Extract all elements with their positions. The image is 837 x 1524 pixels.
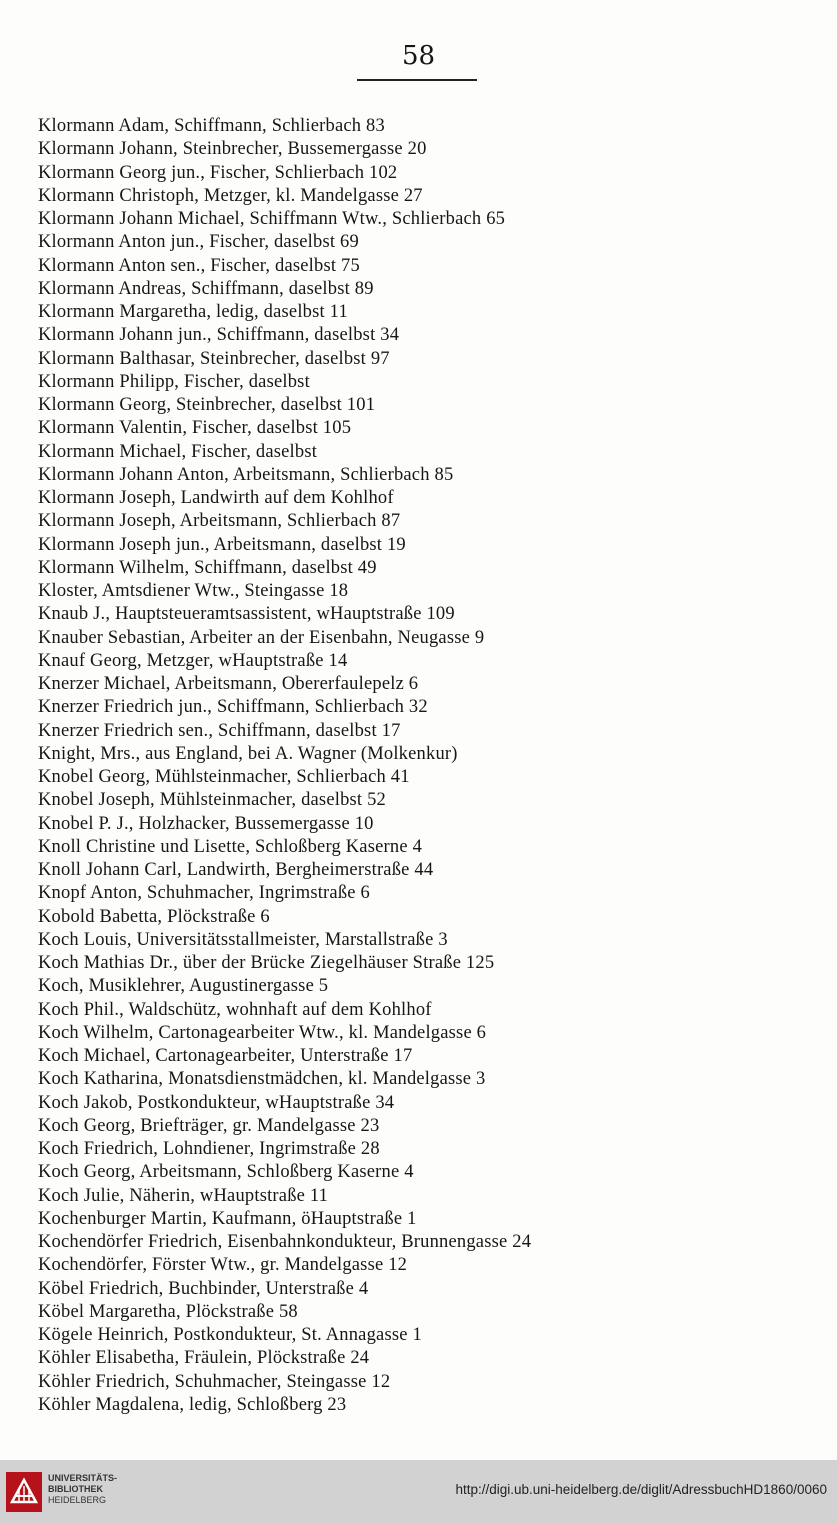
address-entry: Knerzer Michael, Arbeitsmann, Obererfaulepelz 6	[38, 674, 419, 694]
address-entry: Klormann Johann, Steinbrecher, Bussemergasse 20	[38, 139, 427, 160]
address-entry: Koch Mathias Dr., über der Brücke Ziegelhäuser Straße 125	[38, 953, 495, 973]
address-entry: Knauber Sebastian, Arbeiter an der Eisenbahn, Neugasse 9	[38, 627, 485, 648]
address-entry: Knaub J., Hauptsteueramtsassistent, wHauptstraße 109	[38, 604, 455, 625]
permalink-url[interactable]: http://digi.ub.uni-heidelberg.de/diglit/AdressbuchHD1860/0060	[455, 1482, 827, 1497]
address-entry: Knerzer Friedrich jun., Schiffmann, Schlierbach 32	[38, 697, 428, 718]
library-name-line2: BIBLIOTHEK	[48, 1484, 103, 1494]
address-entry-list	[38, 115, 818, 1417]
address-entry: Klormann Valentin, Fischer, daselbst 105	[38, 418, 352, 439]
address-entry: Knobel Joseph, Mühlsteinmacher, daselbst 52	[38, 790, 386, 811]
address-entry: Klormann Andreas, Schiffmann, daselbst 89	[38, 278, 374, 299]
address-entry: Köhler Friedrich, Schuhmacher, Steingasse 12	[38, 1371, 391, 1392]
address-entry: Klormann Georg jun., Fischer, Schlierbach 102	[38, 162, 398, 183]
address-entry: Koch Wilhelm, Cartonagearbeiter Wtw., kl. Mandelgasse 6	[38, 1022, 487, 1043]
page-number-rule	[357, 79, 477, 81]
address-entry: Knobel P. J., Holzhacker, Bussemergasse 10	[38, 813, 374, 834]
address-entry: Kochendörfer Friedrich, Eisenbahnkondukteur, Brunnengasse 24	[38, 1232, 532, 1252]
address-entry: Koch Julie, Näherin, wHauptstraße 11	[38, 1185, 329, 1206]
address-entry: Köhler Elisabetha, Fräulein, Plöckstraße 24	[38, 1348, 370, 1369]
address-entry: Klormann Joseph jun., Arbeitsmann, daselbst 19	[38, 534, 406, 555]
address-entry: Kochendörfer, Förster Wtw., gr. Mandelgasse 12	[38, 1255, 408, 1276]
address-entry: Klormann Joseph, Arbeitsmann, Schlierbach 87	[38, 511, 401, 532]
footer-bar	[0, 1460, 837, 1524]
address-entry: Koch Friedrich, Lohndiener, Ingrimstraße 28	[38, 1139, 380, 1159]
address-entry: Kochenburger Martin, Kaufmann, öHauptstraße 1	[38, 1208, 417, 1229]
address-entry: Klormann Anton sen., Fischer, daselbst 75	[38, 255, 360, 276]
library-name-line3: HEIDELBERG	[48, 1495, 107, 1505]
address-entry: Klormann Michael, Fischer, daselbst	[38, 441, 318, 462]
address-entry: Koch Katharina, Monatsdienstmädchen, kl. Mandelgasse 3	[38, 1069, 486, 1090]
address-entry: Klormann Johann Anton, Arbeitsmann, Schlierbach 85	[38, 464, 454, 485]
address-entry: Köbel Margaretha, Plöckstraße 58	[38, 1301, 298, 1322]
address-entry: Koch Georg, Arbeitsmann, Schloßberg Kaserne 4	[38, 1162, 414, 1183]
address-entry: Koch Phil., Waldschütz, wohnhaft auf dem Kohlhof	[38, 999, 432, 1020]
address-entry: Knoll Johann Carl, Landwirth, Bergheimerstraße 44	[38, 860, 434, 880]
address-entry: Knauf Georg, Metzger, wHauptstraße 14	[38, 650, 348, 671]
address-entry: Klormann Philipp, Fischer, daselbst	[38, 371, 310, 392]
address-entry: Klormann Joseph, Landwirth auf dem Kohlhof	[38, 488, 394, 508]
address-entry: Klormann Anton jun., Fischer, daselbst 69	[38, 232, 359, 253]
address-entry: Klormann Georg, Steinbrecher, daselbst 101	[38, 395, 376, 415]
address-entry: Knobel Georg, Mühlsteinmacher, Schlierbach 41	[38, 767, 410, 787]
address-entry: Koch Jakob, Postkondukteur, wHauptstraße 34	[38, 1092, 395, 1113]
address-entry: Knopf Anton, Schuhmacher, Ingrimstraße 6	[38, 883, 370, 904]
university-library-logo-icon[interactable]	[6, 1472, 42, 1512]
address-entry: Knerzer Friedrich sen., Schiffmann, daselbst 17	[38, 720, 401, 741]
address-entry: Koch Louis, Universitätsstallmeister, Marstallstraße 3	[38, 929, 448, 950]
library-name	[48, 1473, 117, 1506]
address-entry: Knight, Mrs., aus England, bei A. Wagner (Molkenkur)	[38, 743, 458, 764]
address-entry: Köhler Magdalena, ledig, Schloßberg 23	[38, 1394, 347, 1415]
page-number: 58	[401, 41, 436, 71]
address-entry: Koch, Musiklehrer, Augustinergasse 5	[38, 976, 329, 997]
address-entry: Klormann Christoph, Metzger, kl. Mandelgasse 27	[38, 185, 423, 206]
address-entry: Klormann Margaretha, ledig, daselbst 11	[38, 302, 348, 322]
address-entry: Kögele Heinrich, Postkondukteur, St. Annagasse 1	[38, 1325, 422, 1345]
address-entry: Knoll Christine und Lisette, Schloßberg Kaserne 4	[38, 836, 423, 857]
address-entry: Koch Georg, Briefträger, gr. Mandelgasse 23	[38, 1115, 380, 1136]
address-entry: Koch Michael, Cartonagearbeiter, Unterstraße 17	[38, 1046, 413, 1066]
address-entry: Klormann Balthasar, Steinbrecher, daselbst 97	[38, 348, 390, 369]
address-entry: Klormann Johann jun., Schiffmann, daselbst 34	[38, 325, 400, 346]
address-entry: Klormann Wilhelm, Schiffmann, daselbst 49	[38, 557, 377, 578]
address-entry: Klormann Adam, Schiffmann, Schlierbach 83	[38, 116, 385, 136]
address-entry: Klormann Johann Michael, Schiffmann Wtw., Schlierbach 65	[38, 209, 506, 229]
address-entry: Kobold Babetta, Plöckstraße 6	[38, 906, 270, 927]
address-entry: Kloster, Amtsdiener Wtw., Steingasse 18	[38, 581, 349, 601]
address-entry: Köbel Friedrich, Buchbinder, Unterstraße 4	[38, 1278, 369, 1299]
library-name-line1: UNIVERSITÄTS-	[48, 1473, 118, 1483]
